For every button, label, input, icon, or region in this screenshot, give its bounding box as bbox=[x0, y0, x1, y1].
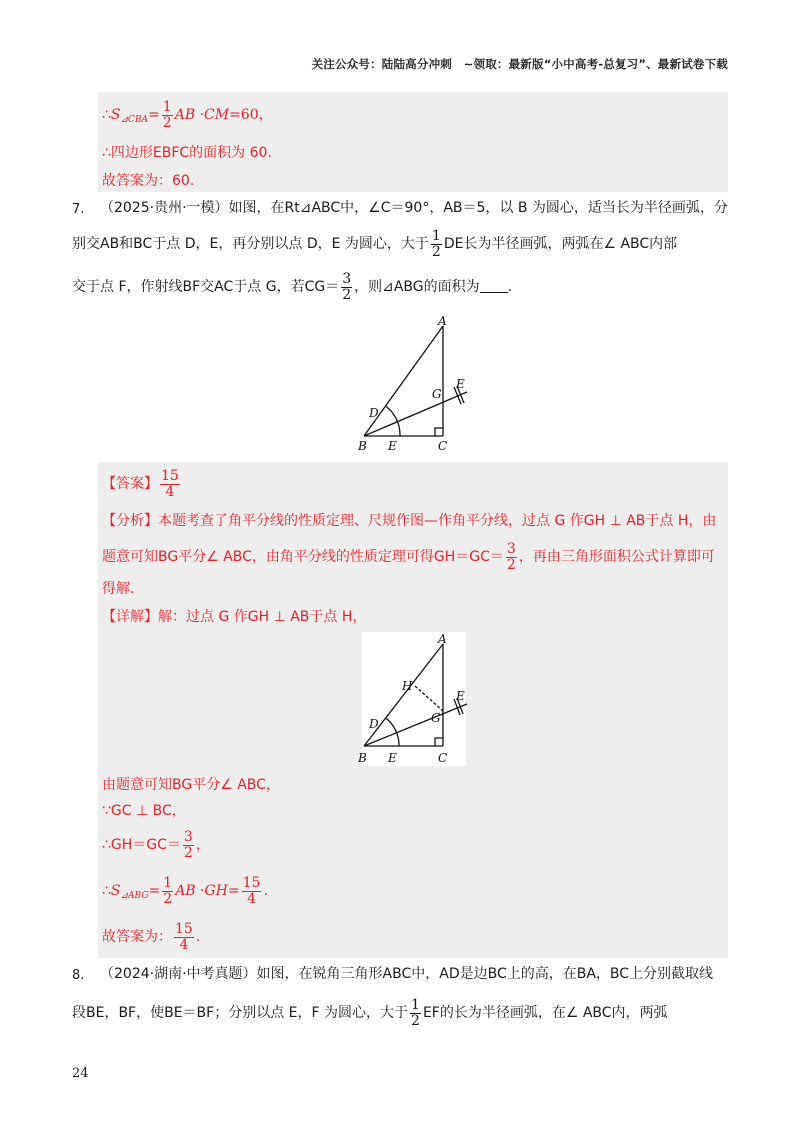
label-d: D bbox=[369, 717, 379, 731]
arc-de bbox=[386, 718, 399, 746]
top-line-area-result: ∴四边形EBFC的面积为 60. bbox=[102, 145, 272, 161]
q7-line-3: 交于点 F，作射线BF交AC于点 G，若CG＝ $\frac{3}{2}$ ，则⊿ABG的面积为 . bbox=[72, 271, 513, 303]
fraction: $\frac{3}{2}$ bbox=[183, 829, 193, 861]
label-g: G bbox=[431, 711, 441, 725]
page-header: 关注公众号：陆陆高分冲刺 ~领取：最新版“小中高考-总复习”、最新试卷下载 bbox=[311, 57, 728, 71]
label-c: C bbox=[438, 751, 448, 765]
label-e-top: E bbox=[456, 377, 465, 391]
top-line-area-formula: $\therefore S_{⊿CBA}=$ $\frac{1}{2}$ AB ·CM=60， bbox=[102, 99, 273, 131]
q7-line-2: 别交AB和BC于点 D，E，再分别以点 D，E 为圆心，大于 $\frac{1}{2}$ DE长为半径画弧，两弧在∠ ABC内部 bbox=[72, 228, 678, 260]
step-line-5: 故答案为： $\frac{15}{4}$ . bbox=[102, 921, 201, 953]
q7-line-1: （2025·贵州·一模）如图，在Rt⊿ABC中，∠C＝90°，AB＝5，以 B 为圆心，适当长为半径画弧，分 bbox=[100, 200, 728, 216]
fraction: $\frac{1}{2}$ bbox=[411, 997, 420, 1029]
segment-gh bbox=[415, 686, 443, 711]
answer-blank bbox=[480, 292, 508, 293]
right-angle-mark bbox=[435, 428, 443, 436]
label-e-top: E bbox=[456, 689, 465, 703]
question-number-8: 8. bbox=[72, 968, 85, 983]
right-angle-mark bbox=[435, 738, 443, 746]
fraction: $\frac{3}{2}$ bbox=[506, 541, 516, 573]
fraction: $\frac{1}{2}$ bbox=[431, 228, 441, 260]
label-e-bottom: E bbox=[388, 751, 397, 765]
q8-line-1: （2024·湖南·中考真题）如图，在锐角三角形ABC中，AD是边BC上的高，在BA，BC上分别截取线 bbox=[100, 966, 714, 982]
analysis-line-2: 题意可知BG平分∠ ABC，由角平分线的性质定理可得GH＝GC＝ $\frac{3}{2}$ ，再由三角形面积公式计算即可 bbox=[102, 541, 715, 573]
label-g: G bbox=[432, 387, 442, 401]
arc-de bbox=[386, 406, 400, 436]
label-b: B bbox=[358, 439, 367, 453]
fraction: $\frac{3}{2}$ bbox=[342, 271, 352, 303]
fraction: $\frac{15}{4}$ bbox=[242, 875, 261, 907]
label-c: C bbox=[438, 439, 448, 453]
triangle-figure-1 bbox=[352, 316, 482, 454]
analysis-line-1: 【分析】本题考查了角平分线的性质定理、尺规作图—作角平分线，过点 G 作GH ⊥ AB于点 H，由 bbox=[102, 513, 717, 529]
step-line-3: ∴GH＝GC＝ $\frac{3}{2}$ ， bbox=[102, 829, 210, 861]
fraction: $\frac{1}{2}$ bbox=[163, 875, 173, 907]
answer-line: 【答案】 $\frac{15}{4}$ bbox=[102, 468, 179, 500]
label-a: A bbox=[438, 632, 447, 646]
label-b: B bbox=[358, 751, 367, 765]
question-number-7: 7. bbox=[72, 202, 85, 217]
top-line-answer: 故答案为：60. bbox=[102, 173, 195, 189]
step-line-2: ∵GC ⊥ BC， bbox=[102, 803, 186, 819]
page-number: 24 bbox=[72, 1066, 89, 1081]
triangle-figure-2 bbox=[352, 632, 482, 770]
detail-line-1: 【详解】解：过点 G 作GH ⊥ AB于点 H， bbox=[102, 609, 367, 625]
label-h: H bbox=[402, 679, 413, 693]
step-line-1: 由题意可知BG平分∠ ABC， bbox=[102, 777, 280, 793]
analysis-line-3: 得解. bbox=[102, 581, 135, 597]
label-e-bottom: E bbox=[388, 439, 397, 453]
fraction: $\frac{1}{2}$ bbox=[162, 99, 172, 131]
fraction: $\frac{15}{4}$ bbox=[175, 921, 193, 953]
q8-line-2: 段BE，BF，使BE＝BF；分别以点 E，F 为圆心，大于 $\frac{1}{2}$ EF的长为半径画弧，在∠ ABC内，两弧 bbox=[72, 997, 668, 1029]
label-d: D bbox=[369, 406, 379, 420]
step-line-4: $\therefore S_{⊿ABG}=$ $\frac{1}{2}$ AB ·GH= $\frac{15}{4}$ . bbox=[102, 875, 268, 907]
label-a: A bbox=[438, 316, 447, 328]
fraction: $\frac{15}{4}$ bbox=[161, 468, 179, 500]
